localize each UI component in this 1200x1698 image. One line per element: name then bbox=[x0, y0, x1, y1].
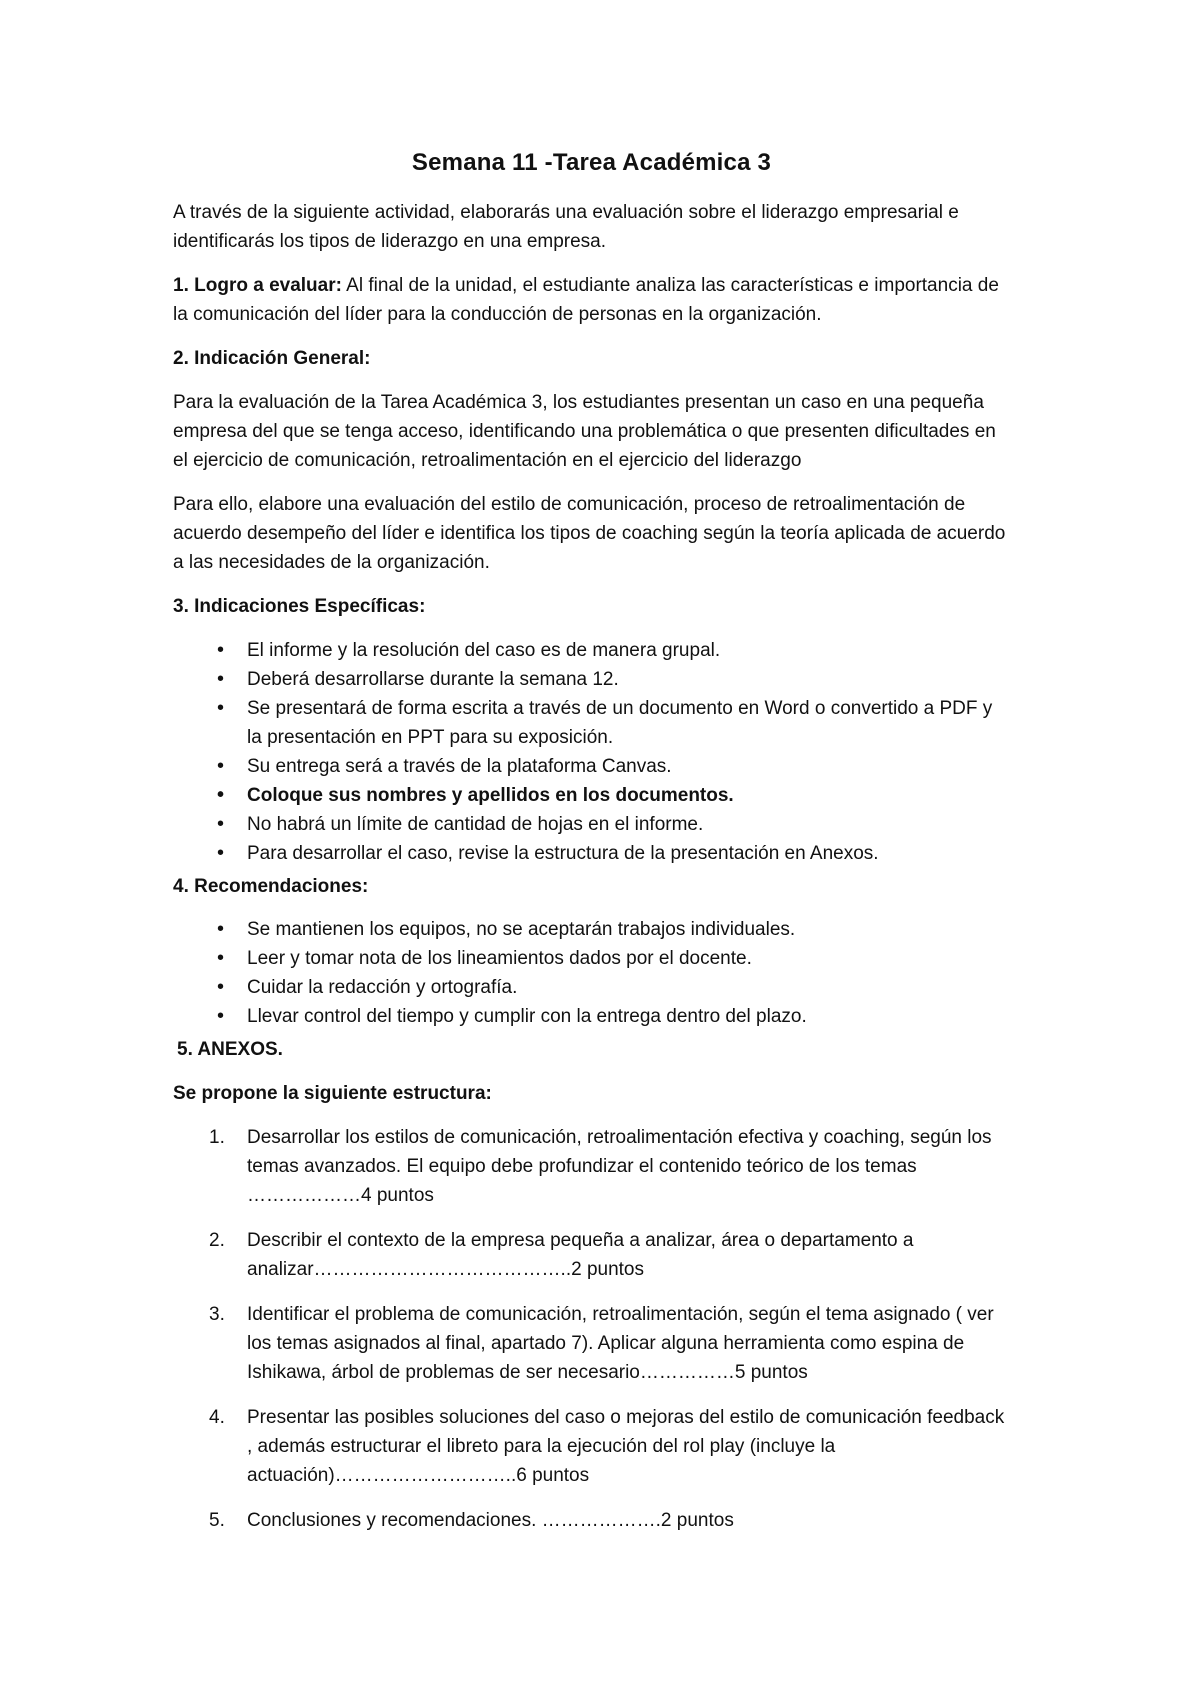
list-item bbox=[173, 1506, 1010, 1535]
list-item: • Leer y tomar nota de los lineamientos dados por el docente. bbox=[173, 944, 1010, 973]
list-item: • El informe y la resolución del caso es de manera grupal. bbox=[173, 636, 1010, 665]
section-4-list bbox=[173, 915, 1010, 1031]
section-5-heading: 5. ANEXOS. bbox=[177, 1039, 283, 1060]
section-2-paragraph-1: Para la evaluación de la Tarea Académica 3, los estudiantes presentan un caso en una pequeña empresa del que se tenga acceso, identificando una problemática o que presenten dificultades en el ejercicio de comunicación, retroalimentación en el ejercicio del liderazgo bbox=[173, 392, 996, 471]
list-item bbox=[173, 1403, 1010, 1490]
list-item bbox=[173, 1300, 1010, 1387]
item-number: 4. bbox=[209, 1407, 225, 1428]
list-item: • Se mantienen los equipos, no se aceptarán trabajos individuales. bbox=[173, 915, 1010, 944]
document-title: Semana 11 -Tarea Académica 3 bbox=[411, 149, 772, 176]
section-5-list bbox=[173, 1123, 1010, 1535]
list-item: • Para desarrollar el caso, revise la estructura de la presentación en Anexos. bbox=[173, 839, 1010, 868]
item-text: Presentar las posibles soluciones del caso o mejoras del estilo de comunicación feedback , además estructurar el libreto para la ejecución del rol play (incluye la actuación)………………………..6 puntos bbox=[247, 1407, 1005, 1486]
item-number: 5. bbox=[209, 1510, 225, 1531]
item-number: 3. bbox=[209, 1304, 225, 1325]
item-number: 2. bbox=[209, 1230, 225, 1251]
item-text: Desarrollar los estilos de comunicación, retroalimentación efectiva y coaching, según los temas avanzados. El equipo debe profundizar el contenido teórico de los temas ………………4 puntos bbox=[247, 1127, 992, 1206]
list-item: • Se presentará de forma escrita a través de un documento en Word o convertido a PDF y la presentación en PPT para su exposición. bbox=[173, 694, 1010, 752]
section-4-heading: 4. Recomendaciones: bbox=[173, 876, 369, 897]
item-text: Conclusiones y recomendaciones. ……………….2 puntos bbox=[247, 1510, 734, 1531]
section-3-heading: 3. Indicaciones Específicas: bbox=[173, 596, 426, 617]
list-item bbox=[173, 1123, 1010, 1210]
list-item: • Su entrega será a través de la plataforma Canvas. bbox=[173, 752, 1010, 781]
list-item: • Deberá desarrollarse durante la semana 12. bbox=[173, 665, 1010, 694]
intro-paragraph: A través de la siguiente actividad, elaborarás una evaluación sobre el liderazgo empresarial e identificarás los tipos de liderazgo en una empresa. bbox=[173, 202, 959, 252]
section-2-heading: 2. Indicación General: bbox=[173, 348, 371, 369]
section-1-text: Al final de la unidad, el estudiante analiza las características e importancia de la comunicación del líder para la conducción de personas en la organización. bbox=[173, 275, 999, 325]
list-item: • Coloque sus nombres y apellidos en los documentos. bbox=[173, 781, 1010, 810]
item-number: 1. bbox=[209, 1127, 225, 1148]
item-text: Identificar el problema de comunicación, retroalimentación, según el tema asignado ( ver los temas asignados al final, apartado 7). Aplicar alguna herramienta como espina de Ishikawa, árbol de problemas de ser necesario……………5 puntos bbox=[247, 1304, 994, 1383]
list-item bbox=[173, 1226, 1010, 1284]
list-item: • Llevar control del tiempo y cumplir con la entrega dentro del plazo. bbox=[173, 1002, 1010, 1031]
list-item: • No habrá un límite de cantidad de hojas en el informe. bbox=[173, 810, 1010, 839]
section-5-subheading: Se propone la siguiente estructura: bbox=[173, 1083, 492, 1104]
section-2-paragraph-2: Para ello, elabore una evaluación del estilo de comunicación, proceso de retroalimentación de acuerdo desempeño del líder e identifica los tipos de coaching según la teoría aplicada de acuerdo a las necesidades de la organización. bbox=[173, 494, 1006, 573]
section-1-paragraph bbox=[173, 271, 1010, 329]
section-1-label: 1. Logro a evaluar: bbox=[173, 275, 342, 296]
list-item: • Cuidar la redacción y ortografía. bbox=[173, 973, 1010, 1002]
section-3-list bbox=[173, 636, 1010, 868]
item-text: Describir el contexto de la empresa pequeña a analizar, área o departamento a analizar…………………………………..2 puntos bbox=[247, 1230, 914, 1280]
